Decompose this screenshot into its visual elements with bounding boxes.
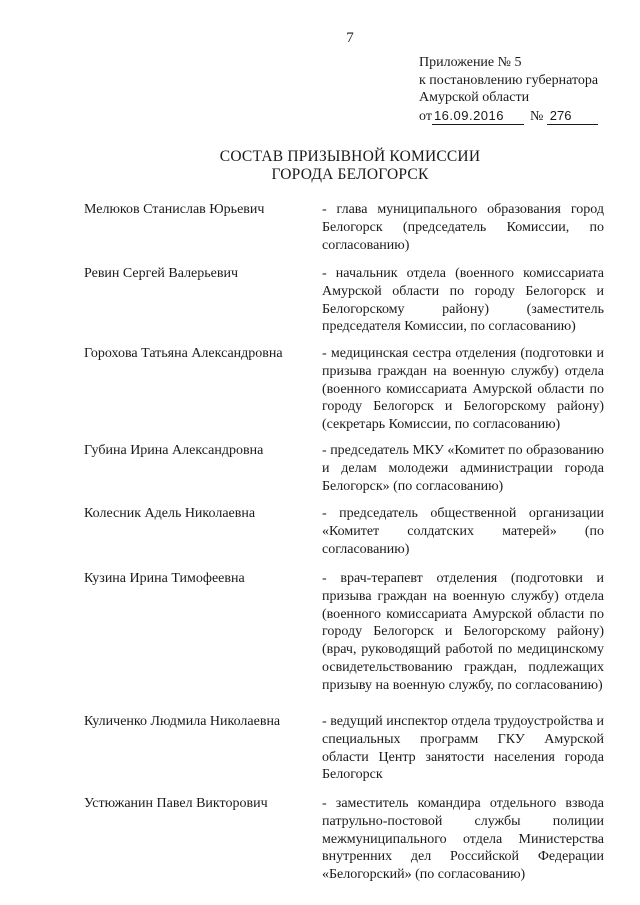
appendix-line-1: Приложение № 5 (419, 55, 522, 70)
title-line-1: СОСТАВ ПРИЗЫВНОЙ КОМИССИИ (219, 148, 481, 165)
member-name: Колесник Адель Николаевна (84, 506, 256, 521)
member-role: - глава муниципального образования город Белогорск (председатель Комиссии, по согласованию) (322, 202, 604, 253)
decree-date: 16.09.2016 (432, 107, 524, 126)
page-number: 7 (346, 30, 354, 46)
member-name: Ревин Сергей Валерьевич (84, 266, 239, 281)
member-name: Горохова Татьяна Александровна (84, 346, 283, 361)
appendix-line-3: Амурской области (419, 90, 530, 105)
appendix-header (419, 54, 598, 125)
member-role: - врач-терапевт отделения (подготовки и призыва граждан на военную службу) отдела (военного комиссариата Амурской области по городу Белогорск и Белогорскому району) (врач, руководящий работой по медицинскому освидетельствованию граждан, подлежащих призыву на военную службу, по согласованию) (322, 571, 604, 693)
member-role: - председатель МКУ «Комитет по образованию и делам молодежи администрации города Белогорск» (по согласованию) (322, 443, 604, 494)
member-name: Кузина Ирина Тимофеевна (84, 571, 245, 586)
member-role: - медицинская сестра отделения (подготовки и призыва граждан на военную службу) отдела (военного комиссариата Амурской области по городу Белогорск и Белогорскому району) (секретарь Комиссии, по согласованию) (322, 346, 604, 433)
document-title (40, 148, 640, 184)
title-line-2: ГОРОДА БЕЛОГОРСК (271, 166, 429, 183)
member-name: Устюжанин Павел Викторович (84, 796, 268, 811)
appendix-line-2: к постановлению губернатора (419, 72, 599, 88)
member-role: - заместитель командира отдельного взвода патрульно-постовой службы полиции межмуниципального отдела Министерства внутренних дел Российской Федерации «Белогорский» (по согласованию) (322, 796, 604, 883)
member-role: - ведущий инспектор отдела трудоустройства и специальных программ ГКУ Амурской области Центр занятости населения города Белогорск (322, 714, 604, 783)
from-label: от (419, 108, 432, 124)
member-role: - начальник отдела (военного комиссариата Амурской области по городу Белогорск и Белогорскому району) (заместитель председателя Комиссии, по согласованию) (322, 266, 604, 335)
number-label: № (529, 108, 544, 124)
appendix-date-line (419, 107, 598, 126)
member-name: Куличенко Людмила Николаевна (84, 714, 281, 729)
member-role: - председатель общественной организации «Комитет солдатских матерей» (по согласованию) (322, 506, 604, 557)
decree-number: 276 (547, 107, 598, 126)
member-name: Мелюков Станислав Юрьевич (84, 202, 265, 217)
member-name: Губина Ирина Александровна (84, 443, 264, 458)
